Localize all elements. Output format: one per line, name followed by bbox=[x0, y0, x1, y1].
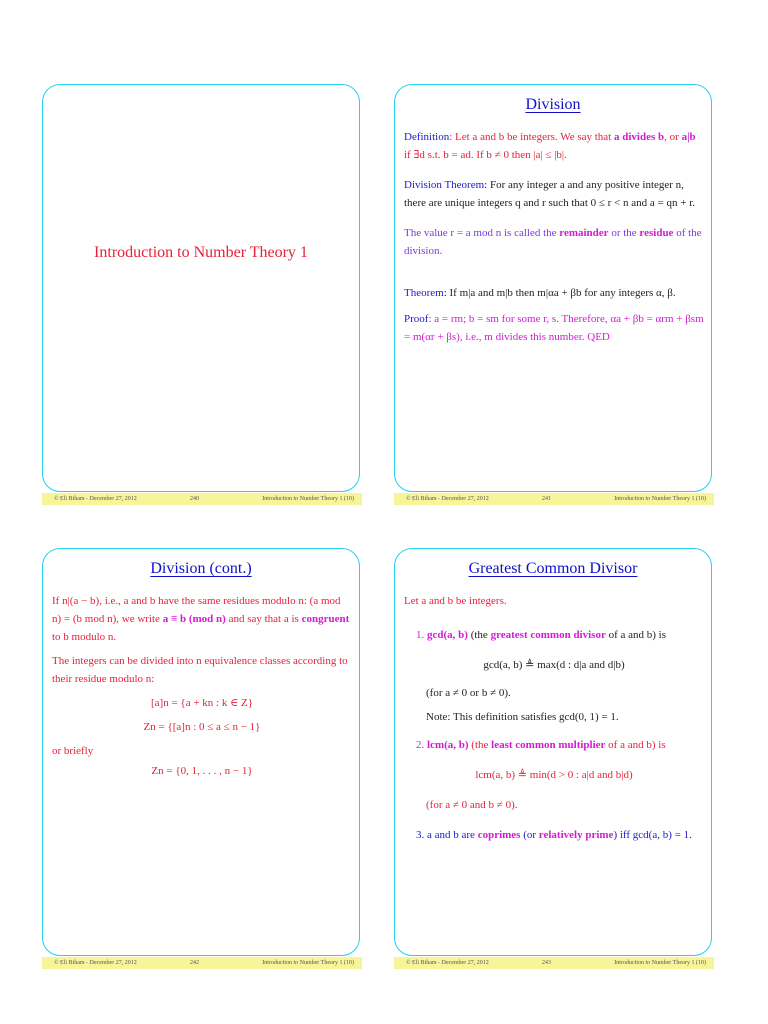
congruence-text: and say that a is bbox=[225, 613, 302, 625]
proof-paragraph bbox=[404, 310, 704, 346]
lcm-note-condition: (for a ≠ 0 and b ≠ 0). bbox=[426, 799, 518, 811]
gcd-item bbox=[404, 626, 704, 644]
slide-241 bbox=[394, 84, 714, 504]
remainder-paragraph bbox=[404, 224, 704, 260]
footer-copyright: © Eli Biham - December 27, 2012 bbox=[406, 960, 489, 966]
footer-copyright: © Eli Biham - December 27, 2012 bbox=[54, 960, 137, 966]
division-theorem-label: Division Theorem bbox=[404, 179, 485, 191]
definition-label: Definition bbox=[404, 131, 450, 143]
footer-page-number: 240 bbox=[190, 496, 199, 502]
remainder-text: of the division. bbox=[404, 227, 702, 257]
footer-title: Introduction to Number Theory 1 (10) bbox=[614, 960, 706, 966]
lcm-definition-term: least common multiplier bbox=[491, 739, 606, 751]
lcm-equation: lcm(a, b) ≜ min(d > 0 : a|d and b|d) bbox=[475, 769, 633, 781]
division-theorem-text: : For any integer a and any positive integer n, there are unique integers q and r such that 0 ≤ r < n and a = qn + r. bbox=[404, 179, 696, 209]
remainder-term: remainder bbox=[559, 227, 609, 239]
remainder-text: The value r = a mod n is called the bbox=[404, 227, 560, 239]
theorem-paragraph bbox=[404, 284, 704, 302]
lcm-text: (the bbox=[468, 739, 492, 751]
relatively-prime-term: relatively prime bbox=[538, 829, 614, 841]
slide-240 bbox=[42, 84, 362, 504]
slide-title: Division (cont.) bbox=[150, 560, 252, 577]
slide-body bbox=[404, 128, 704, 346]
gcd-term: gcd(a, b) bbox=[427, 629, 468, 641]
equation-zn-brief: Zn = {0, 1, . . . , n − 1} bbox=[151, 765, 253, 777]
definition-text: , or bbox=[664, 131, 682, 143]
equation-class: [a]n = {a + kn : k ∈ Z} bbox=[151, 697, 253, 709]
slide-footer bbox=[394, 493, 714, 505]
list-number: 2. bbox=[416, 739, 425, 751]
slide-title: Introduction to Number Theory 1 bbox=[94, 244, 308, 261]
coprimes-term: coprimes bbox=[477, 829, 521, 841]
lcm-item bbox=[404, 736, 704, 754]
slide-footer bbox=[42, 493, 362, 505]
lcm-term: lcm(a, b) bbox=[427, 739, 469, 751]
congruence-paragraph bbox=[52, 592, 352, 646]
proof-label: Proof bbox=[404, 313, 429, 325]
coprime-text: a and b are bbox=[424, 829, 478, 841]
footer-copyright: © Eli Biham - December 27, 2012 bbox=[54, 496, 137, 502]
slide-242 bbox=[42, 548, 362, 968]
footer-copyright: © Eli Biham - December 27, 2012 bbox=[406, 496, 489, 502]
equation-zn-set: Zn = {[a]n : 0 ≤ a ≤ n − 1} bbox=[143, 721, 261, 733]
lcm-text: of a and b) is bbox=[605, 739, 666, 751]
equivalence-paragraph: The integers can be divided into n equivalence classes according to their residue modulo n: bbox=[52, 655, 348, 685]
footer-page-number: 242 bbox=[190, 960, 199, 966]
slide-title: Greatest Common Divisor bbox=[468, 560, 638, 577]
congruence-text: to b modulo n. bbox=[52, 631, 117, 643]
congruent-term: congruent bbox=[301, 613, 350, 625]
definition-highlight: a divides b bbox=[614, 131, 665, 143]
slide-body bbox=[52, 592, 352, 780]
footer-title: Introduction to Number Theory 1 (10) bbox=[262, 960, 354, 966]
proof-text: : a = rm; b = sm for some r, s. Therefore, αa + βb = αrm + βsm = m(αr + βs), i.e., m divides this number. QED bbox=[404, 313, 704, 343]
or-briefly-text: or briefly bbox=[52, 745, 94, 757]
gcd-note: Note: This definition satisfies gcd(0, 1) = 1. bbox=[426, 711, 619, 723]
remainder-text: or the bbox=[608, 227, 640, 239]
definition-highlight: a|b bbox=[681, 131, 696, 143]
slide-title: Division bbox=[525, 96, 581, 113]
definition-paragraph bbox=[404, 128, 704, 164]
footer-title: Introduction to Number Theory 1 (10) bbox=[614, 496, 706, 502]
footer-page-number: 241 bbox=[542, 496, 551, 502]
coprime-text: (or bbox=[520, 829, 539, 841]
coprime-item bbox=[404, 826, 704, 844]
slide-body bbox=[404, 592, 704, 844]
slide-footer bbox=[42, 957, 362, 969]
congruence-notation: a ≡ b (mod n) bbox=[162, 613, 226, 625]
footer-title: Introduction to Number Theory 1 (10) bbox=[262, 496, 354, 502]
slide-243 bbox=[394, 548, 714, 968]
slide-frame bbox=[42, 84, 360, 492]
gcd-text: (the bbox=[467, 629, 491, 641]
gcd-equation: gcd(a, b) ≜ max(d : d|a and d|b) bbox=[483, 659, 625, 671]
theorem-label: Theorem bbox=[404, 287, 444, 299]
intro-text: Let a and b be integers. bbox=[404, 595, 507, 607]
theorem-text: : If m|a and m|b then m|αa + βb for any integers α, β. bbox=[443, 287, 676, 299]
footer-page-number: 243 bbox=[542, 960, 551, 966]
gcd-definition-term: greatest common divisor bbox=[490, 629, 606, 641]
gcd-text: of a and b) is bbox=[605, 629, 667, 641]
coprime-text: ) iff gcd(a, b) = 1. bbox=[613, 829, 692, 841]
list-number: 1. bbox=[416, 629, 425, 641]
residue-term: residue bbox=[639, 227, 674, 239]
definition-text: if ∃d s.t. b = ad. If b ≠ 0 then |a| ≤ |b|. bbox=[404, 149, 567, 161]
gcd-note-condition: (for a ≠ 0 or b ≠ 0). bbox=[426, 687, 511, 699]
definition-text: : Let a and b be integers. We say that bbox=[449, 131, 614, 143]
slide-footer bbox=[394, 957, 714, 969]
congruence-text: If n|(a − b), i.e., a and b have the same residues modulo n: (a mod n) = (b mod n), we write bbox=[52, 595, 341, 625]
list-number: 3. bbox=[416, 829, 425, 841]
division-theorem-paragraph bbox=[404, 176, 704, 212]
